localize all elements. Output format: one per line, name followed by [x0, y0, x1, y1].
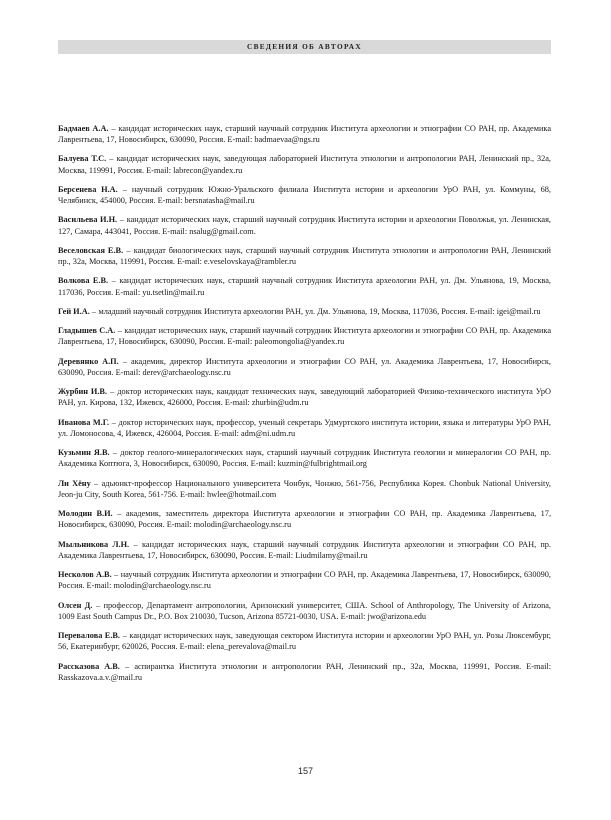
- author-entry: Гей И.А. – младший научный сотрудник Института археологии РАН, ул. Дм. Ульянова, 19, Москва, 117036, Россия. E-mail: igei@mail.ru: [58, 306, 541, 316]
- author-entry: Деревянко А.П. – академик, директор Института археологии и этнографии СО РАН, ул. Академика Лаврентьева, 17, Новосибирск, 630090, Россия. E-mail: derev@archaeology.nsc.ru: [58, 356, 551, 377]
- author-details: академик, директор Института археологии и этнографии СО РАН, ул. Академика Лаврентьева, 17, Новосибирск, 630090, Россия. E-mail: derev@archaeology.nsc.ru: [58, 356, 551, 377]
- author-entry: Веселовская Е.В. – кандидат биологических наук, старший научный сотрудник Института этнологии и антропологии РАН, Ленинский пр., 32а, Москва, 119991, Россия. E-mail: e.veselovskaya@rambler.ru: [58, 245, 551, 267]
- author-details: кандидат исторических наук, старший научный сотрудник Института археологии и этнографии СО РАН, пр. Академика Лаврентьева, 17, Новосибирск, 630090, Россия. E-mail: Liudmilamy@mail.ru: [58, 539, 551, 560]
- author-list: [58, 123, 551, 691]
- author-name: Деревянко А.П.: [58, 356, 119, 366]
- author-name: Волкова Е.В.: [58, 276, 109, 286]
- author-name: Несколов А.В.: [58, 570, 112, 580]
- author-details: адьюнкт-профессор Национального университета Чонбук, Чонжю, 561-756, Республика Корея. Chonbuk National University, Jeon-ju City, South Korea, 561-756. E-mail: hwlee@hotmail.com: [58, 478, 552, 499]
- author-name: Перевалова Е.В.: [58, 631, 121, 641]
- author-name: Васильева И.Н.: [58, 215, 118, 225]
- author-entry: Олсен Д. – профессор, Департамент антропологии, Аризонский университет, США. School of Anthropology, The University of Arizona, 1009 East South Campus Dr., P.O. Box 210030, Tucson, Arizona 85721-0030, USA. E-mail: jwo@arizona.edu: [58, 600, 552, 621]
- author-details: кандидат исторических наук, старший научный сотрудник Института археологии и этнографии СО РАН, пр. Академика Лаврентьева, 17, Новосибирск, 630090, Россия. E-mail: paleomongolia@yandex.ru: [58, 326, 551, 347]
- author-entry: Кузьмин Я.В. – доктор геолого-минералогических наук, старший научный сотрудник Института геологии и минералогии СО РАН, пр. Академика Коптюга, 3, Новосибирск, 630090, Россия. E-mail: kuzmin@fulbrightmail.org: [58, 448, 551, 469]
- author-details: профессор, Департамент антропологии, Аризонский университет, США. School of Anthropology, The University of Arizona, 1009 East South Campus Dr., P.O. Box 210030, Tucson, Arizona 85721-0030, USA. E-mail: jwo@arizona.edu: [58, 600, 552, 621]
- author-details: кандидат биологических наук, старший научный сотрудник Института этнологии и антропологии РАН, Ленинский пр., 32а, Москва, 119991, Россия. E-mail: e.veselovskaya@rambler.ru: [58, 245, 551, 267]
- author-name: Мыльникова Л.Н.: [58, 539, 130, 549]
- author-details: научный сотрудник Института археологии и этнографии СО РАН, пр. Академика Лаврентьева, 17, Новосибирск, 630090, Россия. E-mail: molodin@archaeology.nsc.ru: [58, 570, 551, 591]
- author-entry: Ли Хёну – адьюнкт-профессор Национального университета Чонбук, Чонжю, 561-756, Республика Корея. Chonbuk National University, Jeon-ju City, South Korea, 561-756. E-mail: hwlee@hotmail.com: [58, 478, 552, 499]
- author-entry: Бадмаев А.А. – кандидат исторических наук, старший научный сотрудник Института археологии и этнографии СО РАН, пр. Академика Лаврентьева, 17, Новосибирск, 630090, Россия. E-mail: badmaevaa@ngs.ru: [58, 124, 551, 145]
- author-details: научный сотрудник Южно-Уральского филиала Института истории и археологии УрО РАН, ул. Коммуны, 68, Челябинск, 454000, Россия. E-mail: bersnatasha@mail.ru: [58, 184, 551, 206]
- author-entry: Журбин И.В. – доктор исторических наук, кандидат технических наук, заведующий лабораторией Физико-технического института УрО РАН, ул. Кирова, 132, Ижевск, 426000, Россия. E-mail: zhurbin@udm.ru: [58, 387, 552, 408]
- author-entry: Иванова М.Г. – доктор исторических наук, профессор, ученый секретарь Удмуртского института истории, языка и литературы УрО РАН, ул. Ломоносова, 4, Ижевск, 426004, Россия. E-mail: adm@ni.udm.ru: [58, 417, 552, 438]
- author-details: кандидат исторических наук, старший научный сотрудник Института истории и археологии Поволжья, ул. Ленинская, 127, Самара, 443041, Россия. E-mail: nsalug@gmail.com.: [58, 215, 551, 236]
- author-name: Бадмаев А.А.: [58, 124, 109, 133]
- author-details: академик, заместитель директора Института археологии и этнографии СО РАН, пр. Академика Лаврентьева, 17, Новосибирск, 630090, Россия. E-mail: molodin@archaeology.nsc.ru: [58, 509, 552, 530]
- author-name: Берсенева Н.А.: [58, 184, 118, 194]
- author-details: доктор геолого-минералогических наук, старший научный сотрудник Института геологии и минералогии СО РАН, пр. Академика Коптюга, 3, Новосибирск, 630090, Россия. E-mail: kuzmin@fulbrightmail.org: [58, 448, 551, 469]
- author-name: Молодин В.И.: [58, 509, 113, 519]
- author-entry: Мыльникова Л.Н. – кандидат исторических наук, старший научный сотрудник Института археологии и этнографии СО РАН, пр. Академика Лаврентьева, 17, Новосибирск, 630090, Россия. E-mail: Liudmilamy@mail.ru: [58, 539, 551, 560]
- page-number: 157: [297, 766, 314, 776]
- header-title: СВЕДЕНИЯ ОБ АВТОРАХ: [247, 42, 362, 51]
- author-entry: Волкова Е.В. – кандидат исторических наук, старший научный сотрудник Института археологии РАН, ул. Дм. Ульянова, 19, Москва, 117036, Россия. E-mail: yu.tsetlin@mail.ru: [58, 276, 551, 297]
- author-details: младший научный сотрудник Института археологии РАН, ул. Дм. Ульянова, 19, Москва, 117036, Россия. E-mail: igei@mail.ru: [98, 306, 541, 316]
- author-details: кандидат исторических наук, заведующая сектором Института истории и археологии УрО РАН, ул. Розы Люксембург, 56, Екатеринбург, 620026, Россия. E-mail: elena_perevalova@mail.ru: [58, 631, 552, 652]
- author-details: кандидат исторических наук, старший научный сотрудник Института археологии РАН, ул. Дм. Ульянова, 19, Москва, 117036, Россия. E-mail: yu.tsetlin@mail.ru: [58, 276, 551, 297]
- author-name: Ли Хёну: [58, 478, 91, 488]
- author-name: Балуева Т.С.: [58, 154, 107, 164]
- author-name: Кузьмин Я.В.: [58, 448, 110, 458]
- author-entry: Перевалова Е.В. – кандидат исторических наук, заведующая сектором Института истории и археологии УрО РАН, ул. Розы Люксембург, 56, Екатеринбург, 620026, Россия. E-mail: elena_perevalova@mail.ru: [58, 631, 552, 652]
- author-details: доктор исторических наук, кандидат технических наук, заведующий лабораторией Физико-технического института УрО РАН, ул. Кирова, 132, Ижевск, 426000, Россия. E-mail: zhurbin@udm.ru: [58, 387, 552, 408]
- author-entry: Несколов А.В. – научный сотрудник Института археологии и этнографии СО РАН, пр. Академика Лаврентьева, 17, Новосибирск, 630090, Россия. E-mail: molodin@archaeology.nsc.ru: [58, 570, 551, 591]
- author-name: Гладышев С.А.: [58, 326, 116, 336]
- author-entry: Рассказова А.В. – аспирантка Института этнологии и антропологии РАН, Ленинский пр., 32а, Москва, 119991, Россия. E-mail: Rasskazova.a.v.@mail.ru: [58, 661, 552, 682]
- author-entry: Молодин В.И. – академик, заместитель директора Института археологии и этнографии СО РАН, пр. Академика Лаврентьева, 17, Новосибирск, 630090, Россия. E-mail: molodin@archaeology.nsc.ru: [58, 509, 552, 530]
- author-details: доктор исторических наук, профессор, ученый секретарь Удмуртского института истории, языка и литературы УрО РАН, ул. Ломоносова, 4, Ижевск, 426004, Россия. E-mail: adm@ni.udm.ru: [58, 417, 552, 438]
- author-name: Олсен Д.: [58, 600, 93, 610]
- author-entry: Берсенева Н.А. – научный сотрудник Южно-Уральского филиала Института истории и археологии УрО РАН, ул. Коммуны, 68, Челябинск, 454000, Россия. E-mail: bersnatasha@mail.ru: [58, 184, 551, 206]
- running-header: [58, 40, 551, 54]
- author-name: Рассказова А.В.: [58, 661, 120, 671]
- author-entry: Гладышев С.А. – кандидат исторических наук, старший научный сотрудник Института археологии и этнографии СО РАН, пр. Академика Лаврентьева, 17, Новосибирск, 630090, Россия. E-mail: paleomongolia@yandex.ru: [58, 326, 551, 347]
- author-entry: Васильева И.Н. – кандидат исторических наук, старший научный сотрудник Института истории и археологии Поволжья, ул. Ленинская, 127, Самара, 443041, Россия. E-mail: nsalug@gmail.com.: [58, 215, 551, 236]
- author-details: кандидат исторических наук, старший научный сотрудник Института археологии и этнографии СО РАН, пр. Академика Лаврентьева, 17, Новосибирск, 630090, Россия. E-mail: badmaevaa@ngs.ru: [58, 124, 551, 145]
- author-name: Иванова М.Г.: [58, 417, 110, 427]
- author-details: аспирантка Института этнологии и антропологии РАН, Ленинский пр., 32а, Москва, 119991, Россия. E-mail: Rasskazova.a.v.@mail.ru: [58, 661, 552, 682]
- author-name: Гей И.А.: [58, 306, 90, 316]
- author-name: Журбин И.В.: [58, 387, 108, 397]
- author-name: Веселовская Е.В.: [58, 245, 124, 255]
- author-entry: Балуева Т.С. – кандидат исторических наук, заведующая лабораторией Института этнологии и антропологии РАН, Ленинский пр., 32а, Москва, 119991, Россия. E-mail: labrecon@yandex.ru: [58, 154, 551, 175]
- author-details: кандидат исторических наук, заведующая лабораторией Института этнологии и антропологии РАН, Ленинский пр., 32а, Москва, 119991, Россия. E-mail: labrecon@yandex.ru: [58, 154, 551, 175]
